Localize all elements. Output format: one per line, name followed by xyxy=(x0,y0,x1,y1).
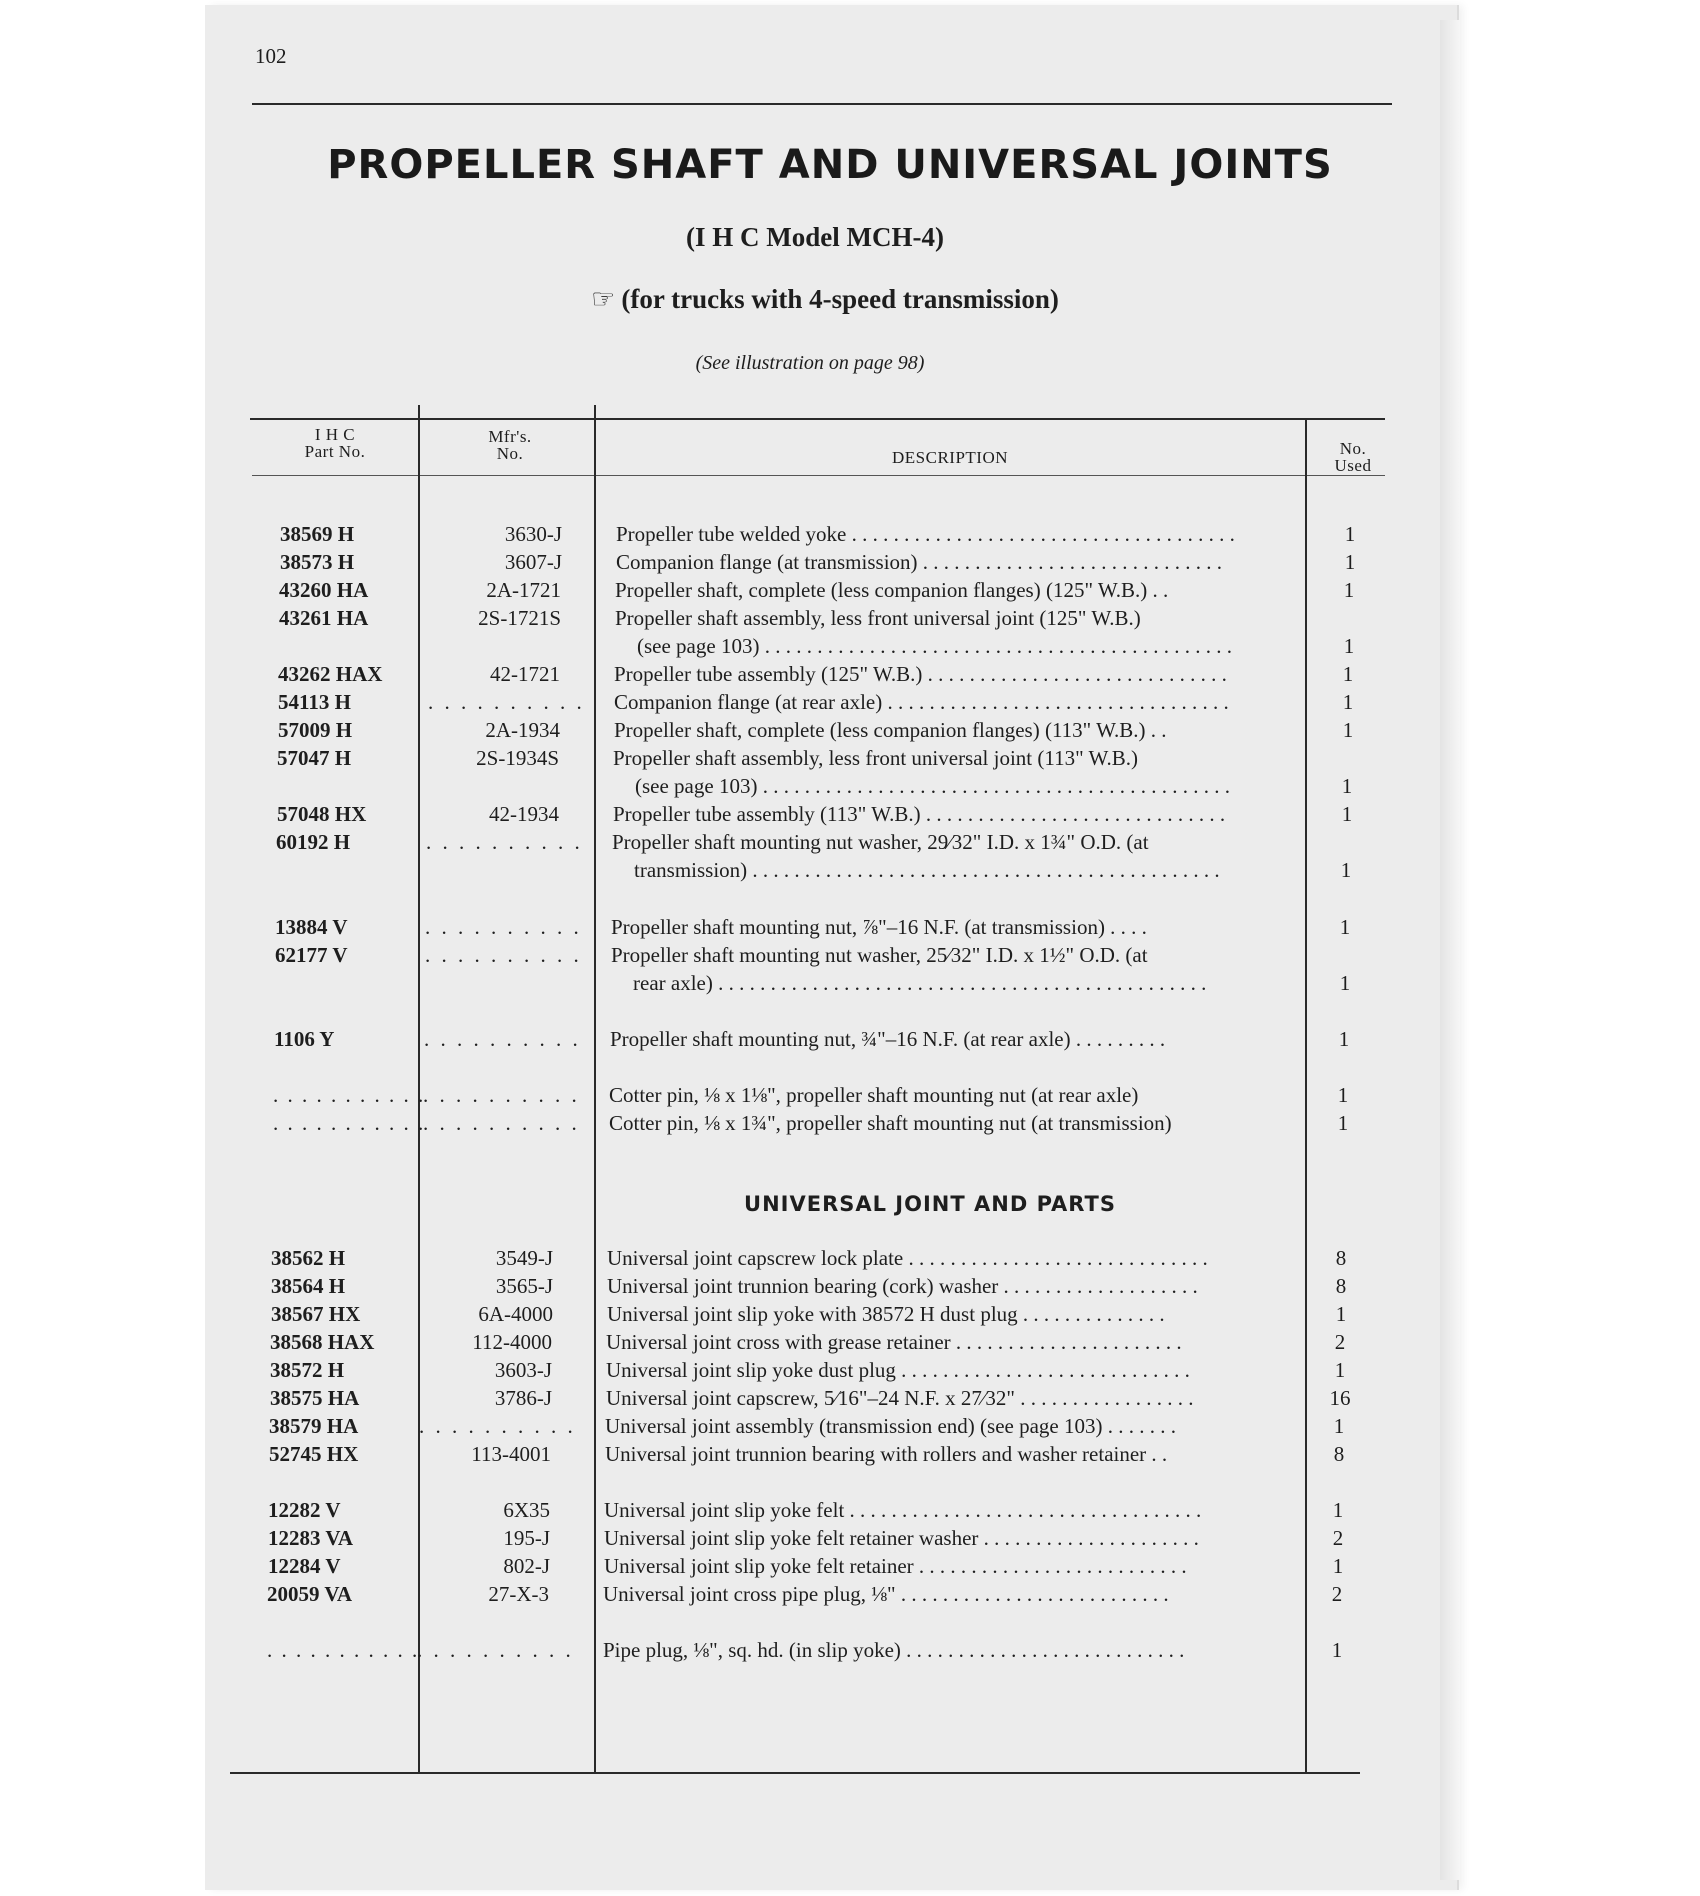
illustration-reference: (See illustration on page 98) xyxy=(695,352,925,374)
quantity-used: 8 xyxy=(1333,1442,1345,1466)
page-number: 102 xyxy=(255,44,287,68)
mfr-number: 3565-J xyxy=(495,1274,553,1298)
mfr-number: 2S-1934S xyxy=(476,746,559,770)
part-number: 13884 V xyxy=(275,915,348,939)
part-description: Companion flange (at transmission) . . . . . . . . . . . . . . . . . . . . . . . . . . . . . xyxy=(616,550,1223,574)
quantity-used: 1 xyxy=(1337,1083,1349,1107)
quantity-used: 1 xyxy=(1342,718,1354,742)
mfr-number: . . . . . . . . . . xyxy=(428,690,585,714)
quantity-used: 1 xyxy=(1335,1302,1347,1326)
part-number: 12283 VA xyxy=(268,1526,353,1550)
mfr-number: 3549-J xyxy=(495,1246,553,1270)
part-description: Universal joint trunnion bearing (cork) washer . . . . . . . . . . . . . . . . . . . xyxy=(607,1274,1198,1298)
part-number: 60192 H xyxy=(276,830,351,854)
part-description: Cotter pin, ⅛ x 1¾", propeller shaft mounting nut (at transmission) xyxy=(609,1111,1172,1135)
quantity-used: 1 xyxy=(1340,858,1352,882)
part-description: Cotter pin, ⅛ x 1⅛", propeller shaft mounting nut (at rear axle) xyxy=(609,1083,1139,1107)
part-description: (see page 103) . . . . . . . . . . . . . . . . . . . . . . . . . . . . . . . . . . . . . . . . . . . . . xyxy=(637,634,1232,658)
part-number: 1106 Y xyxy=(274,1027,335,1051)
part-description: Propeller shaft, complete (less companion flanges) (113" W.B.) . . xyxy=(614,718,1167,742)
part-description: Propeller shaft mounting nut washer, 29⁄32" I.D. x 1¾" O.D. (at xyxy=(612,830,1149,854)
mfr-number: 6A-4000 xyxy=(478,1302,553,1326)
part-number: 12282 V xyxy=(268,1498,341,1522)
part-number: 38572 H xyxy=(270,1358,345,1382)
part-description: Pipe plug, ⅛", sq. hd. (in slip yoke) . . . . . . . . . . . . . . . . . . . . . . . . . . . xyxy=(603,1638,1185,1662)
column-divider-3 xyxy=(1305,420,1307,1772)
mfr-number: 27-X-3 xyxy=(488,1582,549,1606)
part-description: Universal joint capscrew lock plate . . . . . . . . . . . . . . . . . . . . . . . . . . . . . xyxy=(607,1246,1208,1270)
part-number: 57009 H xyxy=(278,718,353,742)
part-description: Propeller tube assembly (113" W.B.) . . . . . . . . . . . . . . . . . . . . . . . . . . . . . xyxy=(613,802,1226,826)
part-description: Universal joint assembly (transmission end) (see page 103) . . . . . . . xyxy=(605,1414,1176,1438)
part-number: 43261 HA xyxy=(279,606,369,630)
part-description: Propeller shaft assembly, less front universal joint (125" W.B.) xyxy=(615,606,1141,630)
quantity-used: 1 xyxy=(1338,1027,1350,1051)
mfr-number: 112-4000 xyxy=(472,1330,552,1354)
quantity-used: 16 xyxy=(1329,1386,1351,1410)
part-number: 57048 HX xyxy=(277,802,367,826)
mfr-number: 3630-J xyxy=(504,522,562,546)
part-number: 20059 VA xyxy=(267,1582,352,1606)
mfr-number: 6X35 xyxy=(503,1498,550,1522)
mfr-number: . . . . . . . . . . xyxy=(423,1111,580,1135)
header-description: DESCRIPTION xyxy=(891,448,1008,467)
mfr-number: 3603-J xyxy=(494,1358,552,1382)
part-number: 38567 HX xyxy=(271,1302,361,1326)
quantity-used: 1 xyxy=(1332,1498,1344,1522)
part-description: Universal joint slip yoke felt retainer . . . . . . . . . . . . . . . . . . . . . . . . . . xyxy=(604,1554,1187,1578)
mfr-number: . . . . . . . . . . xyxy=(425,943,582,967)
table-bottom-rule xyxy=(230,1772,1360,1774)
quantity-used: 1 xyxy=(1341,802,1353,826)
part-description: Companion flange (at rear axle) . . . . . . . . . . . . . . . . . . . . . . . . . . . . . . . . . xyxy=(614,690,1229,714)
mfr-number: 195-J xyxy=(503,1526,550,1550)
model-subtitle: (I H C Model MCH-4) xyxy=(686,222,944,252)
part-description: Propeller shaft mounting nut washer, 25⁄32" I.D. x 1½" O.D. (at xyxy=(611,943,1148,967)
part-number: 57047 H xyxy=(277,746,352,770)
quantity-used: 1 xyxy=(1337,1111,1349,1135)
part-number: 43260 HA xyxy=(279,578,369,602)
part-number: . . . . . . . . . . . xyxy=(267,1638,420,1662)
quantity-used: 1 xyxy=(1342,662,1354,686)
part-description: Universal joint capscrew, 5⁄16"–24 N.F. x 27⁄32" . . . . . . . . . . . . . . . . . xyxy=(606,1386,1194,1410)
mfr-number: 3607-J xyxy=(504,550,562,574)
quantity-used: 8 xyxy=(1335,1274,1347,1298)
part-description: Propeller tube welded yoke . . . . . . . . . . . . . . . . . . . . . . . . . . . . . . . . . . . . . xyxy=(616,522,1235,546)
part-description: Propeller shaft assembly, less front universal joint (113" W.B.) xyxy=(613,746,1138,770)
notice-text: (for trucks with 4-speed transmission) xyxy=(621,284,1059,314)
mfr-number: 42-1721 xyxy=(490,662,560,686)
mfr-number: . . . . . . . . . . xyxy=(425,915,582,939)
quantity-used: 1 xyxy=(1342,690,1354,714)
top-rule xyxy=(252,103,1392,105)
part-number: 38562 H xyxy=(271,1246,346,1270)
part-description: Propeller shaft mounting nut, ⅞"–16 N.F. (at transmission) . . . . xyxy=(611,915,1147,939)
quantity-used: 1 xyxy=(1331,1638,1343,1662)
part-description: (see page 103) . . . . . . . . . . . . . . . . . . . . . . . . . . . . . . . . . . . . . . . . . . . . . xyxy=(635,774,1230,798)
pointing-hand-icon: ☞ xyxy=(591,284,616,314)
quantity-used: 1 xyxy=(1333,1414,1345,1438)
quantity-used: 2 xyxy=(1332,1526,1344,1550)
mfr-number: 2A-1721 xyxy=(486,578,561,602)
part-number: 52745 HX xyxy=(269,1442,359,1466)
quantity-used: 1 xyxy=(1334,1358,1346,1382)
transmission-notice xyxy=(520,284,1130,315)
mfr-number: 2S-1721S xyxy=(478,606,561,630)
mfr-number: 802-J xyxy=(503,1554,550,1578)
part-description: rear axle) . . . . . . . . . . . . . . . . . . . . . . . . . . . . . . . . . . . . . . . . . . . . . . . xyxy=(633,971,1207,995)
part-number: 62177 V xyxy=(275,943,348,967)
quantity-used: 1 xyxy=(1344,550,1356,574)
quantity-used: 1 xyxy=(1332,1554,1344,1578)
mfr-number: 3786-J xyxy=(494,1386,552,1410)
quantity-used: 2 xyxy=(1331,1582,1343,1606)
quantity-used: 1 xyxy=(1343,578,1355,602)
part-description: Universal joint slip yoke with 38572 H dust plug . . . . . . . . . . . . . . xyxy=(607,1302,1165,1326)
mfr-number: 42-1934 xyxy=(489,802,559,826)
quantity-used: 1 xyxy=(1339,971,1351,995)
part-number: 38573 H xyxy=(280,550,355,574)
part-number: . . . . . . . . . . . xyxy=(273,1111,426,1135)
part-number: 38579 HA xyxy=(269,1414,359,1438)
part-number: 43262 HAX xyxy=(278,662,383,686)
header-mfr-no: Mfr's. No. xyxy=(488,427,532,463)
page-title: PROPELLER SHAFT AND UNIVERSAL JOINTS xyxy=(327,142,1333,188)
part-number: 38569 H xyxy=(280,522,355,546)
header-no-used: No. Used xyxy=(1334,439,1372,475)
header-ihc-part-no: I H C Part No. xyxy=(304,425,366,461)
quantity-used: 1 xyxy=(1339,915,1351,939)
part-number: . . . . . . . . . . . xyxy=(273,1083,426,1107)
part-description: Universal joint cross with grease retainer . . . . . . . . . . . . . . . . . . . . . . xyxy=(606,1330,1182,1354)
mfr-number: 2A-1934 xyxy=(485,718,560,742)
part-description: transmission) . . . . . . . . . . . . . . . . . . . . . . . . . . . . . . . . . . . . . . . . . . . . . xyxy=(634,858,1220,882)
mfr-number: . . . . . . . . . . xyxy=(426,830,583,854)
column-divider-2 xyxy=(594,405,596,1772)
part-description: Universal joint trunnion bearing with rollers and washer retainer . . xyxy=(605,1442,1168,1466)
mfr-number: . . . . . . . . . . xyxy=(423,1083,580,1107)
table-top-rule xyxy=(250,418,1385,420)
part-number: 54113 H xyxy=(278,690,351,714)
part-description: Universal joint slip yoke felt retainer washer . . . . . . . . . . . . . . . . . . . . . xyxy=(604,1526,1199,1550)
quantity-used: 2 xyxy=(1334,1330,1346,1354)
part-number: 38568 HAX xyxy=(270,1330,375,1354)
quantity-used: 1 xyxy=(1344,522,1356,546)
part-description: Propeller shaft mounting nut, ¾"–16 N.F. (at rear axle) . . . . . . . . . xyxy=(610,1027,1166,1051)
part-number: 38564 H xyxy=(271,1274,346,1298)
part-number: 12284 V xyxy=(268,1554,341,1578)
quantity-used: 1 xyxy=(1343,634,1355,658)
part-description: Propeller shaft, complete (less companion flanges) (125" W.B.) . . xyxy=(615,578,1169,602)
part-number: 38575 HA xyxy=(270,1386,360,1410)
mfr-number: . . . . . . . . . . xyxy=(417,1638,574,1662)
mfr-number: . . . . . . . . . . xyxy=(419,1414,576,1438)
part-description: Universal joint cross pipe plug, ⅛" . . . . . . . . . . . . . . . . . . . . . . . . . . xyxy=(603,1582,1169,1606)
page-edge xyxy=(1440,20,1460,1880)
quantity-used: 1 xyxy=(1341,774,1353,798)
part-description: Universal joint slip yoke dust plug . . . . . . . . . . . . . . . . . . . . . . . . . . . . xyxy=(606,1358,1190,1382)
table-sub-rule xyxy=(252,475,1385,476)
mfr-number: . . . . . . . . . . xyxy=(424,1027,581,1051)
mfr-number: 113-4001 xyxy=(471,1442,551,1466)
part-description: Propeller tube assembly (125" W.B.) . . . . . . . . . . . . . . . . . . . . . . . . . . . . . xyxy=(614,662,1227,686)
part-description: Universal joint slip yoke felt . . . . . . . . . . . . . . . . . . . . . . . . . . . . . . . . . . xyxy=(604,1498,1202,1522)
section-universal-joint-title: UNIVERSAL JOINT AND PARTS xyxy=(744,1192,1116,1216)
quantity-used: 8 xyxy=(1335,1246,1347,1270)
